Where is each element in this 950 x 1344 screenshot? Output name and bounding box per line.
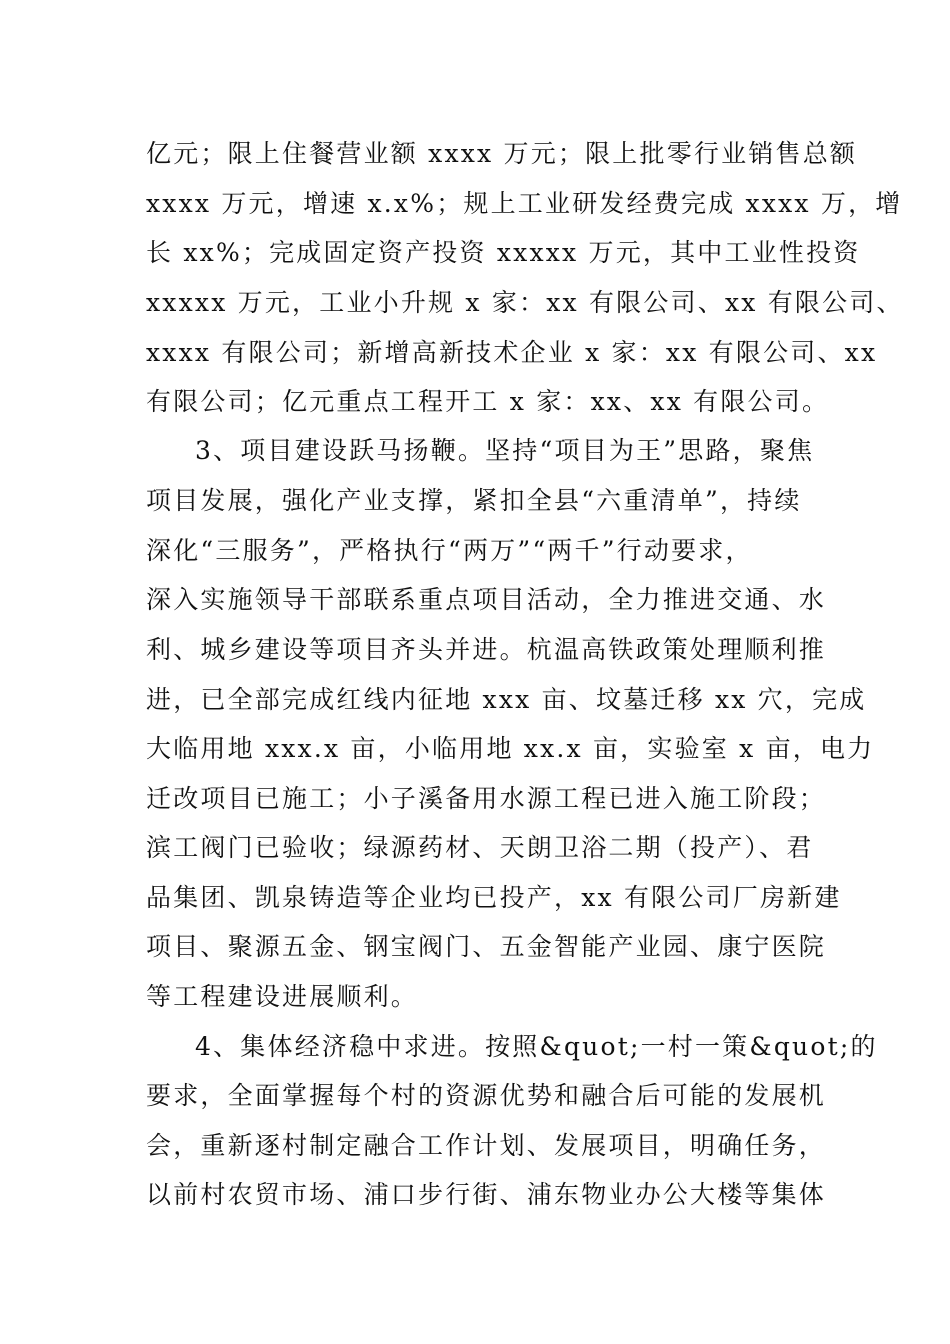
text-line: 品集团、凯泉铸造等企业均已投产，xx 有限公司厂房新建 (146, 883, 842, 912)
text-line: 利、城乡建设等项目齐头并进。杭温高铁政策处理顺利推 (146, 635, 827, 664)
text-line: 进，已全部完成红线内征地 xxx 亩、坟墓迁移 xx 穴，完成 (146, 685, 867, 714)
text-line: 滨工阀门已验收；绿源药材、天朗卫浴二期（投产）、君 (146, 833, 814, 862)
text-line: 长 xx%；完成固定资产投资 xxxxx 万元，其中工业性投资 (146, 238, 861, 267)
text-line: 等工程建设进展顺利。 (146, 982, 419, 1011)
text-line: 要求，全面掌握每个村的资源优势和融合后可能的发展机 (146, 1081, 827, 1110)
text-line: 有限公司；亿元重点工程开工 x 家：xx、xx 有限公司。 (146, 387, 830, 416)
text-line: 以前村农贸市场、浦口步行街、浦东物业办公大楼等集体 (146, 1180, 827, 1209)
text-line: xxxx 万元，增速 x.x%；规上工业研发经费完成 xxxx 万，增 (146, 189, 903, 218)
paragraph-4-start: 4、集体经济稳中求进。按照&quot;一村一策&quot;的 (195, 1032, 878, 1061)
text-line: xxxx 有限公司；新增高新技术企业 x 家：xx 有限公司、xx (146, 338, 878, 367)
text-line: 项目、聚源五金、钢宝阀门、五金智能产业园、康宁医院 (146, 932, 827, 961)
text-line: 项目发展，强化产业支撑，紧扣全县“六重清单”，持续 (146, 486, 802, 515)
text-line: 亿元；限上住餐营业额 xxxx 万元；限上批零行业销售总额 (146, 139, 858, 168)
text-line: 深化“三服务”，严格执行“两万”“两千”行动要求， (146, 536, 753, 565)
text-line: 会，重新逐村制定融合工作计划、发展项目，明确任务， (146, 1131, 827, 1160)
text-line: xxxxx 万元，工业小升规 x 家：xx 有限公司、xx 有限公司、 (146, 288, 904, 317)
paragraph-3-start: 3、项目建设跃马扬鞭。坚持“项目为王”思路，聚焦 (195, 436, 815, 465)
text-line: 迁改项目已施工；小子溪备用水源工程已进入施工阶段； (146, 784, 827, 813)
text-line: 深入实施领导干部联系重点项目活动，全力推进交通、水 (146, 585, 827, 614)
text-line: 大临用地 xxx.x 亩，小临用地 xx.x 亩，实验室 x 亩，电力 (146, 734, 875, 763)
